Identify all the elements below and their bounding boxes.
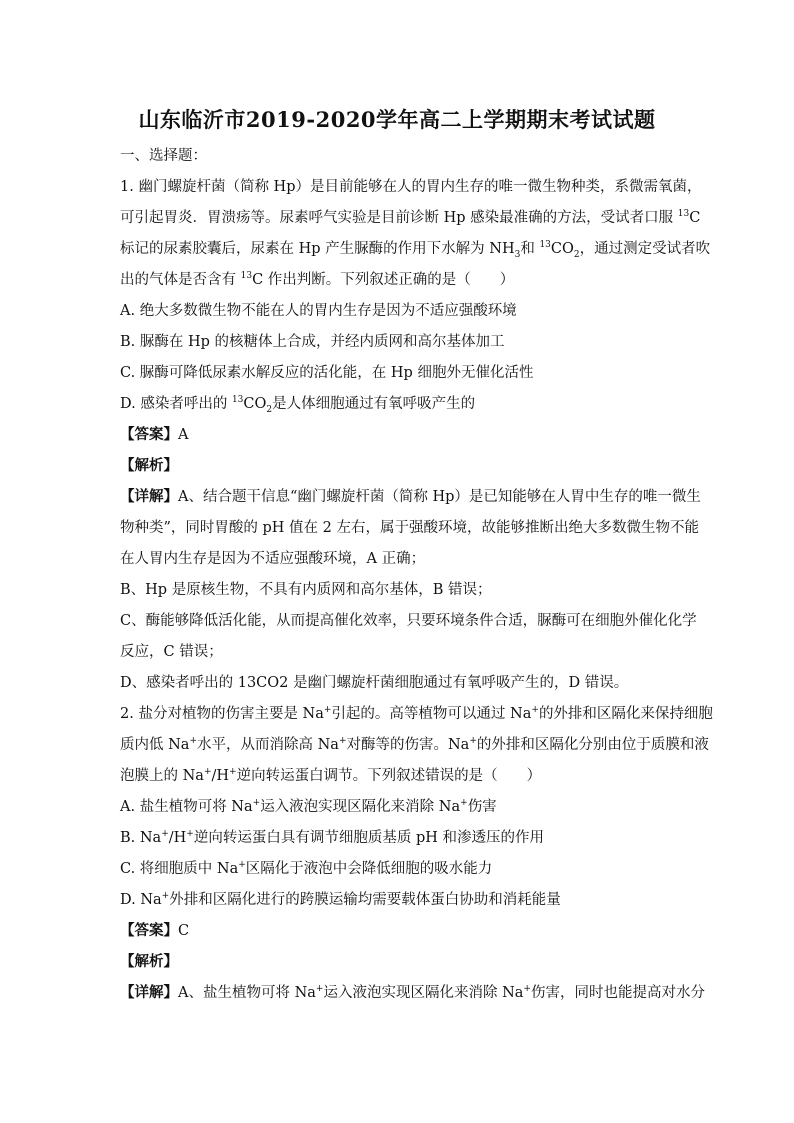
- q1-analysis-label: 【解析】: [120, 457, 178, 474]
- q1-stem-line-1: 1. 幽门螺旋杆菌（简称 Hp）是目前能够在人的胃内生存的唯一微生物种类，系微需氧菌，: [120, 179, 702, 195]
- q2-analysis-label: 【解析】: [120, 953, 178, 970]
- q1-detail-line-7: D、感染者呼出的 13CO2 是幽门螺旋杆菌细胞通过有氧呼吸产生的，D 错误。: [120, 675, 629, 691]
- q1-stem-line-4: 出的气体是否含有 $^{13}$C 作出判断。下列叙述正确的是（ ）: [120, 271, 515, 288]
- q1-option-d: D. 感染者呼出的 $^{13}CO_2$是人体细胞通过有氧呼吸产生的: [120, 395, 476, 415]
- q1-detail-line-2: 物种类”，同时胃酸的 pH 值在 2 左右，属于强酸环境，故能够推断出绝大多数微生物不能: [120, 520, 699, 536]
- q2-answer: 【答案】C: [120, 922, 190, 939]
- q1-detail-line-1: 【详解】A、结合题干信息“幽门螺旋杆菌（简称 Hp）是已知能够在人胃中生存的唯一微生: [120, 488, 701, 505]
- q1-stem-line-3: 标记的尿素胶囊后，尿素在 Hp 产生脲酶的作用下水解为 $NH_3$和 $^{13}CO_2$，通过测定受试者吹: [120, 240, 711, 260]
- q2-detail-line-1: 【详解】A、盐生植物可将 Na+运入液泡实现区隔化来消除 Na+伤害，同时也能提高对水分: [120, 984, 705, 1001]
- q2-stem-line-3: 泡膜上的 Na+/H+逆向转运蛋白调节。下列叙述错误的是（ ）: [120, 767, 542, 784]
- q1-detail-line-5: C、酶能够降低活化能，从而提高催化效率，只要环境条件合适，脲酶可在细胞外催化化学: [120, 613, 697, 629]
- q2-option-b: B. Na+/H+逆向转运蛋白具有调节细胞质基质 pH 和渗透压的作用: [120, 829, 544, 846]
- q2-option-c: C. 将细胞质中 Na+区隔化于液泡中会降低细胞的吸水能力: [120, 860, 493, 877]
- q1-option-b: B. 脲酶在 Hp 的核糖体上合成，并经内质网和高尔基体加工: [120, 334, 505, 350]
- q1-answer: 【答案】A: [120, 426, 189, 443]
- q2-stem-line-2: 质内低 Na+水平，从而消除高 Na+对酶等的伤害。Na+的外排和区隔化分别由位于质膜和液: [120, 736, 709, 753]
- q2-option-d: D. Na+外排和区隔化进行的跨膜运输均需要载体蛋白协助和消耗能量: [120, 891, 561, 908]
- q1-option-a: A. 绝大多数微生物不能在人的胃内生存是因为不适应强酸环境: [120, 303, 517, 319]
- q2-stem-line-1: 2. 盐分对植物的伤害主要是 Na+引起的。高等植物可以通过 Na+的外排和区隔化来保持细胞: [120, 705, 713, 722]
- q1-option-c: C. 脲酶可降低尿素水解反应的活化能，在 Hp 细胞外无催化活性: [120, 365, 534, 381]
- q1-detail-line-3: 在人胃内生存是因为不适应强酸环境，A 正确；: [120, 551, 426, 567]
- q1-detail-line-4: B、Hp 是原核生物，不具有内质网和高尔基体，B 错误；: [120, 582, 492, 598]
- q2-option-a: A. 盐生植物可将 Na+运入液泡实现区隔化来消除 Na+伤害: [120, 798, 497, 815]
- q1-stem-line-2: 可引起胃炎．胃溃疡等。尿素呼气实验是目前诊断 Hp 感染最准确的方法，受试者口服 $^{13}$C: [120, 209, 701, 226]
- section-heading: 一、选择题：: [120, 148, 207, 164]
- page-title: 山东临沂市2019-2020学年高二上学期期末考试试题: [138, 107, 656, 132]
- q1-detail-line-6: 反应，C 错误；: [120, 644, 223, 660]
